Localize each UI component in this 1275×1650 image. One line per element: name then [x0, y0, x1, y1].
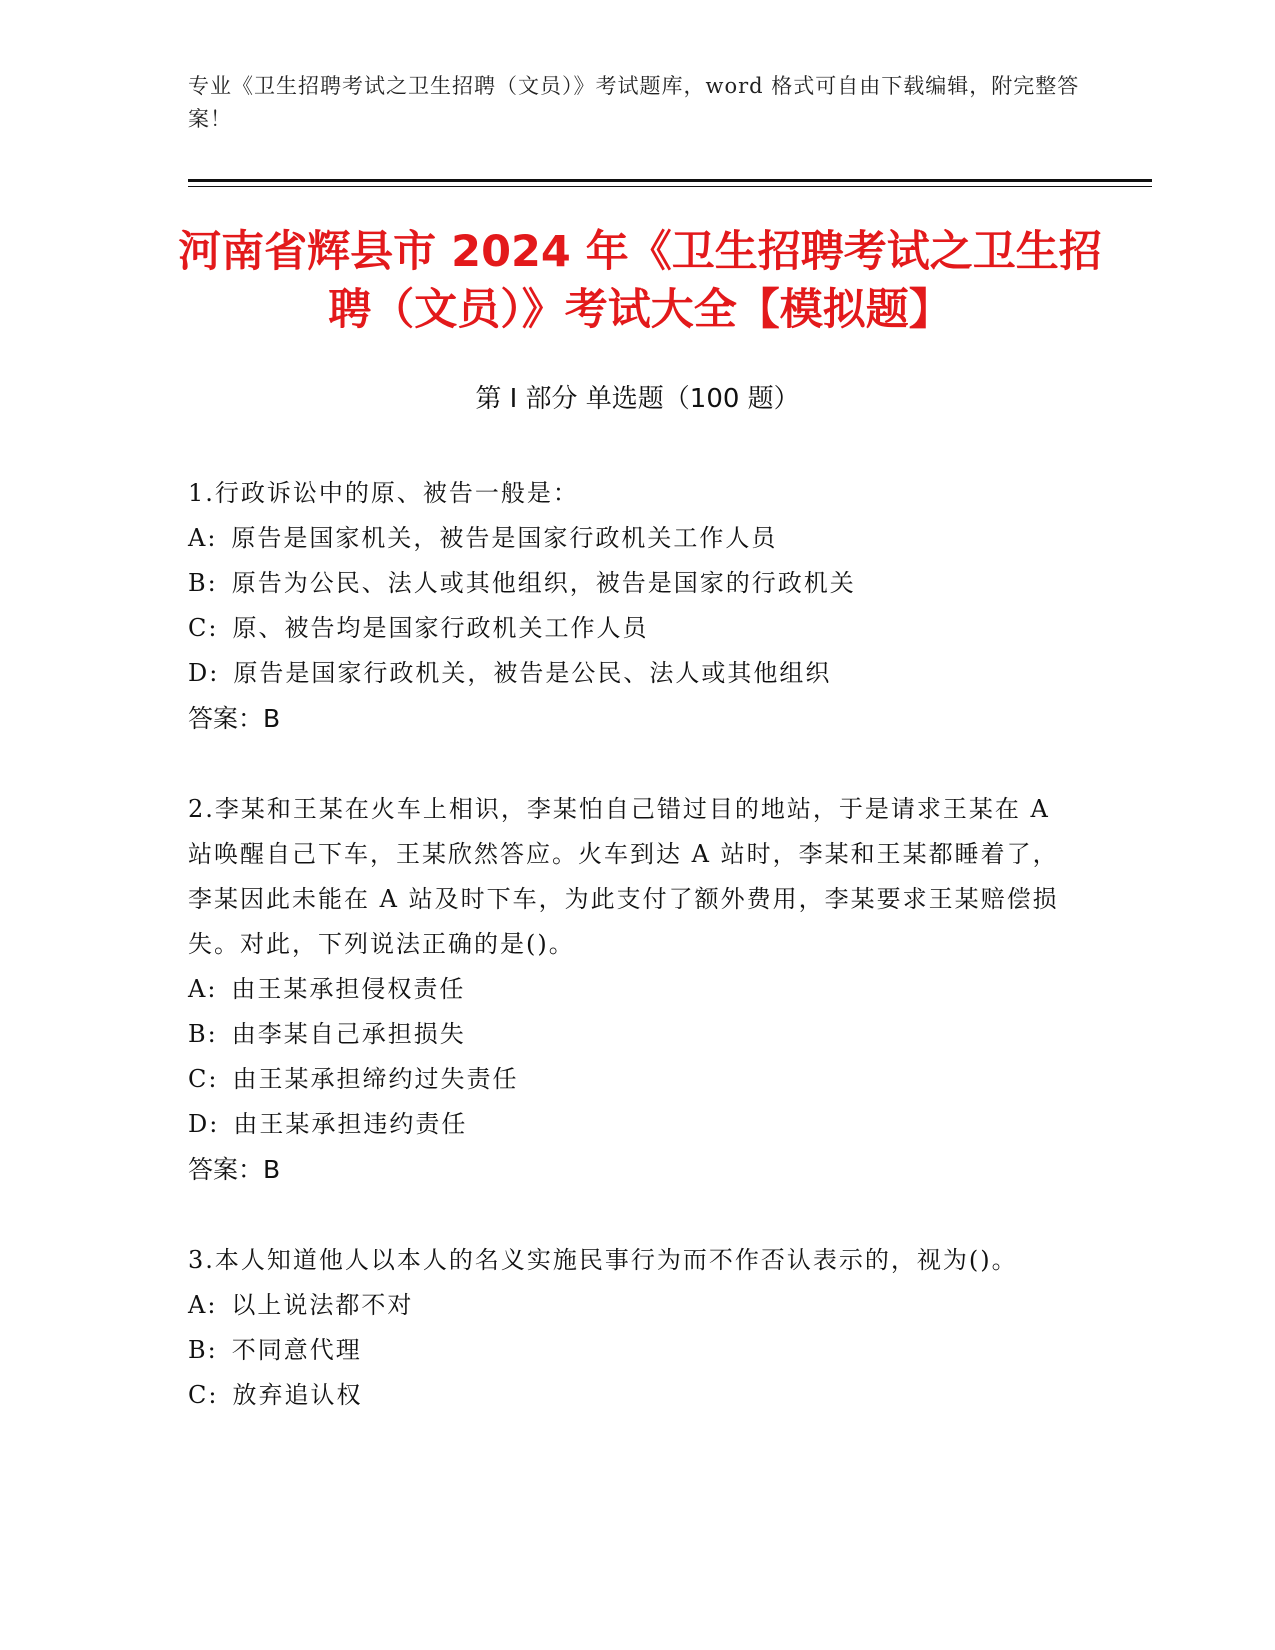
header-rule-thin: [188, 186, 1152, 187]
option-key: C:: [188, 1381, 219, 1409]
option-key: B:: [188, 1336, 218, 1364]
option-text: 由李某自己承担损失: [231, 1020, 466, 1048]
option-text: 原告是国家行政机关，被告是公民、法人或其他组织: [233, 659, 832, 687]
option-text: 原告是国家机关，被告是国家行政机关工作人员: [231, 524, 778, 552]
question-stem: 1.行政诉讼中的原、被告一般是：: [188, 479, 579, 507]
question-stem: 3.本人知道他人以本人的名义实施民事行为而不作否认表示的，视为()。: [188, 1246, 1018, 1274]
option-key: D:: [188, 1110, 220, 1138]
answer-option: [188, 1012, 1068, 1057]
answer-option: [188, 1373, 1068, 1418]
answer-option: [188, 516, 1068, 561]
option-text: 原、被告均是国家行政机关工作人员: [232, 614, 649, 642]
answer-option: [188, 561, 1068, 606]
answer-label: 答案：: [188, 1155, 264, 1184]
option-text: 由王某承担违约责任: [233, 1110, 468, 1138]
option-key: D:: [188, 659, 220, 687]
option-key: B:: [188, 1020, 218, 1048]
option-key: C:: [188, 1065, 219, 1093]
question-item: [188, 471, 1068, 741]
option-text: 不同意代理: [231, 1336, 362, 1364]
answer-line: [188, 1147, 1068, 1192]
option-key: B:: [188, 569, 218, 597]
answer-option: [188, 606, 1068, 651]
option-text: 由王某承担缔约过失责任: [232, 1065, 519, 1093]
answer-option: [188, 651, 1068, 696]
option-text: 原告为公民、法人或其他组织，被告是国家的行政机关: [231, 569, 856, 597]
option-key: A:: [188, 524, 218, 552]
answer-value: B: [263, 1155, 281, 1184]
answer-option: [188, 967, 1068, 1012]
option-text: 放弃追认权: [232, 1381, 363, 1409]
option-key: C:: [188, 614, 219, 642]
header-note: 专业《卫生招聘考试之卫生招聘（文员）》考试题库，word 格式可自由下载编辑，附完整答案！: [188, 74, 1080, 131]
section-heading: 第 I 部分 单选题（100 题）: [475, 384, 800, 414]
answer-label: 答案：: [188, 704, 264, 733]
question-item: [188, 1238, 1068, 1418]
question-list: [188, 471, 1068, 1464]
answer-option: [188, 1102, 1068, 1147]
question-stem: 2.李某和王某在火车上相识，李某怕自己错过目的地站，于是请求王某在 A 站唤醒自己下车，王某欣然答应。火车到达 A 站时，李某和王某都睡着了，李某因此未能在 A 站及时下车，为此支付了额外费用，李某要求王某赔偿损失。对此，下列说法正确的是()。: [188, 795, 1059, 958]
question-item: [188, 787, 1068, 1192]
option-text: 由王某承担侵权责任: [231, 975, 466, 1003]
header-rule-thick: [188, 179, 1152, 182]
option-key: A:: [188, 975, 218, 1003]
answer-option: [188, 1283, 1068, 1328]
option-text: 以上说法都不对: [231, 1291, 414, 1319]
answer-option: [188, 1057, 1068, 1102]
document-title: 河南省辉县市 2024 年《卫生招聘考试之卫生招聘（文员）》考试大全【模拟题】: [178, 227, 1102, 335]
answer-value: B: [263, 704, 281, 733]
answer-option: [188, 1328, 1068, 1373]
option-key: A:: [188, 1291, 218, 1319]
answer-line: [188, 696, 1068, 741]
